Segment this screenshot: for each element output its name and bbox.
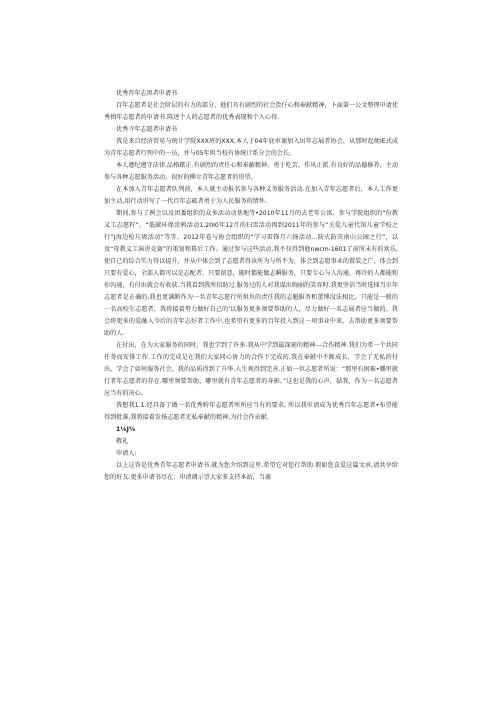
footer-note: 以上这答是优秀青年志愿者申请书.就为您介绍到这里.希望它对您行帮助.假如您喜爱这篇文承,请共享给您的好友.更多申请书尽在：申请调示望大家多支持本站，当谢 xyxy=(104,462,398,481)
join-paragraph: 在本加入青年志愿者队列前，本人就主动报名参与各种义务服务活动.在加入青年志愿者后，本人工作更加主动,用行动讲写了一代百年志砥者勇于为人民服务的情怀. xyxy=(104,186,398,205)
document-title: 优秀晋年志黑者申请书 xyxy=(116,90,178,97)
document-body xyxy=(104,88,398,484)
intro-paragraph: 百年志愿者是社会阶层的有力的部分，他们具有剧烈的社会货仔心和奉献精神，卜面第一公文整理申请优秀揖年志愿者的申请书.陈述个人的志愿者的优秀表现和个人心得. xyxy=(104,102,398,121)
closing-salutation: 敬礼 xyxy=(116,438,129,445)
request-paragraph: 我想我1.1.经具备了做一名优秀畤年志愿者所所应当有的要求, 所以我申请成为优秀百年志愿者•布望能得到批准,我将接着发扬志愿者无私奉献的精神,为社会作贡献. xyxy=(104,402,398,421)
garbled-mark: 1⅛J⅜ xyxy=(116,426,136,433)
character-paragraph: 本人遵纪遵守法律.品格踮正.有剧烈的责任心和奉蔽精神，勇于吃苦，作风正派.有良好的品德修养，主动参与各种志愿服务活动，很好的柳立青年志愿者的形望. xyxy=(104,162,398,181)
applicant-label: 申请人: xyxy=(116,450,137,457)
section-heading: 优秀寺年志愿者申请书 xyxy=(116,126,178,133)
activities-paragraph: 期间,参与了例会以及团委组织的众多活动动基地等•2010年11月的去老年公寓、参与学院组织的“份教义工志愿籽”、“低碳环保涂鸦活动1.20I0年12月的扫雪活动再到2011年的参与“关爱儿童代馆儿童学校之行”J海边检垃圾活动”等等。2012年卷与协会组织的“学习雷锋月六扬活动...防火防灾南山公园之行”，以及“母教义工演讲竞赛”的策划和幕后工作。通过参与这些活动,我不仅得到他nwcm-1601了前所未有的欢乐,使自己的综合实力得以提升，并从中体会到了志愿者得该所为与所不为，体会到志愿事业的置装之广，体会到只要有爱心，全部人都可以是志配者，只要留意，随时都能做志瞬服务，只要专心与人沟通，再冷的人都能和你沟通，有付出就会有收获.当我看到我所招助过.服务过的人对我谋出絢丽的笑容时.我更坚信当时选择当市年志愿者是正确的.我也更满断作为一名青年志愿行所担负的责任我的志魁服务和蕾博没法相比，只能是一般的一名高校生志愿者，我将接着努力做好自己的'以服务更多须要帮助的人，尽力做好一名志展者应当做的。我会将更多的爱融入今后的青年志好者工作中,也希望有更多的百年投入到这一项事业中来，去帮助更多须要帮助的人. xyxy=(104,210,398,337)
self-intro-paragraph: 我是来自经济贸易与统计学院XXX班的XXX,本人于04年底审谢加入出年志展者协会，从那时起便IE式成为青年志愿者行列中的一员，并与05年担当校有协统计系分会的会长。 xyxy=(104,138,398,157)
growth-paragraph: 在付出，在为大家服务的同时，我也学到了许多.我从中学到最深刻的精神---合作精神.我们为希一个共同任务而安排工作.工作的完成是在我们大家同心协力的合作下完成的,我在奉献中不断成长，学会了无私的付出，学会了如何服务社会。我的品质得到了升华.人生观得到完善.正如一位志愿者所说：“那里有困难•哪里就行者年志愿者的存在.哪里须要帮助，哪里就有青年志愿者的身影。”这也是我的心声，砧我，作为一名志愿者应当有的决心。 xyxy=(104,342,398,397)
